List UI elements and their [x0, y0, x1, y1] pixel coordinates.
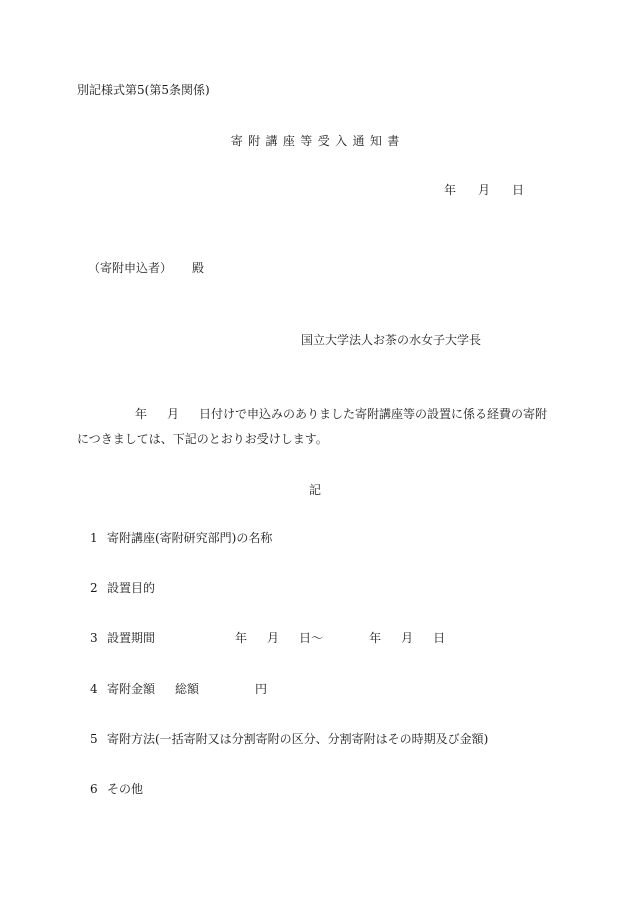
item-label: 設置期間	[107, 631, 156, 645]
end-year: 年	[369, 631, 382, 645]
document-title: 寄附講座等受入通知書	[230, 134, 405, 148]
body-line-1	[135, 408, 547, 420]
applicant-label: （寄附申込者）	[88, 261, 173, 275]
total-label: 総額	[175, 682, 200, 696]
list-item	[90, 783, 143, 795]
item-number: 1	[90, 531, 98, 545]
list-item	[90, 582, 155, 594]
date-line	[444, 184, 524, 196]
form-number: 別記様式第5(第5条関係)	[77, 83, 210, 97]
body-year: 年	[135, 407, 148, 421]
body-text: 日付けで申込みのありました寄附講座等の設置に係る経費の寄附	[199, 407, 548, 421]
start-day: 日〜	[299, 631, 324, 645]
start-year: 年	[235, 631, 248, 645]
addressee	[88, 262, 204, 274]
list-item	[90, 733, 488, 745]
list-item	[90, 683, 267, 695]
issuer-name: 国立大学法人お茶の水女子大学長	[301, 333, 482, 347]
list-item	[90, 532, 272, 544]
item-number: 6	[90, 782, 98, 796]
ki-heading: 記	[308, 483, 321, 497]
body-month: 月	[167, 407, 180, 421]
item-number: 4	[90, 682, 98, 696]
end-day: 日	[433, 631, 446, 645]
item-number: 5	[90, 732, 98, 746]
item-number: 3	[90, 631, 98, 645]
list-item	[90, 632, 445, 644]
date-day: 日	[512, 183, 525, 197]
item-label: 寄附金額	[107, 682, 156, 696]
honorific: 殿	[192, 261, 205, 275]
item-label: 設置目的	[107, 581, 156, 595]
end-month: 月	[401, 631, 414, 645]
start-month: 月	[267, 631, 280, 645]
date-year: 年	[444, 183, 457, 197]
item-number: 2	[90, 581, 98, 595]
item-label: 寄附方法(一括寄附又は分割寄附の区分、分割寄附はその時期及び金額)	[107, 732, 489, 746]
date-month: 月	[478, 183, 491, 197]
item-label: 寄附講座(寄附研究部門)の名称	[107, 531, 273, 545]
yen-unit: 円	[255, 682, 268, 696]
item-label: その他	[107, 782, 144, 796]
body-line-2: につきましては、下記のとおりお受けします。	[77, 432, 328, 446]
